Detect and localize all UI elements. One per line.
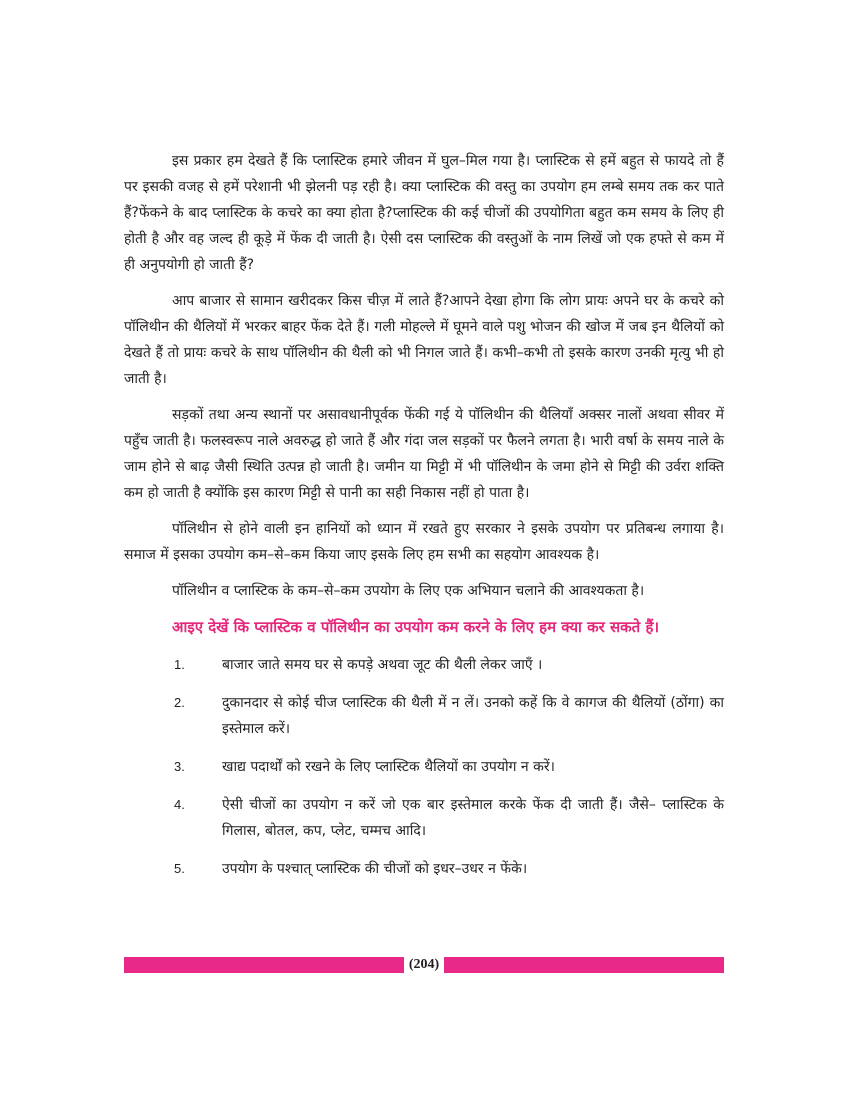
- list-item: [124, 652, 724, 678]
- paragraph-plastic-in-life: इस प्रकार हम देखते हैं कि प्लास्टिक हमारे जीवन में घुल–मिल गया है। प्लास्टिक से हमें बहुत से फायदे तो हैं पर इसकी वजह से हमें परेशानी भी झेलनी पड़ रही है। क्या प्लास्टिक की वस्तु का उपयोग हम लम्बे समय तक कर पाते हैं?फेंकने के बाद प्लास्टिक के कचरे का क्या होता है?प्लास्टिक की कई चीजों की उपयोगिता बहुत कम समय के लिए ही होती है और वह जल्द ही कूड़े में फेंक दी जाती है। ऐसी दस प्लास्टिक की वस्तुओं के नाम लिखें जो एक हफ्ते से कम में ही अनुपयोगी हो जाती हैं?: [124, 153, 724, 273]
- paragraph-campaign: पॉलिथीन व प्लास्टिक के कम–से–कम उपयोग के लिए एक अभियान चलाने की आवश्यकता है।: [172, 583, 645, 599]
- section-heading: आइए देखें कि प्लास्टिक व पॉलिथीन का उपयोग कम करने के लिए हम क्या कर सकते हैं।: [172, 618, 660, 636]
- list-text: खाद्य पदार्थों को रखने के लिए प्लास्टिक थैलियों का उपयोग न करें।: [222, 759, 555, 775]
- list-text: दुकानदार से कोई चीज प्लास्टिक की थैली में न लें। उनको कहें कि वे कागज की थैलियों (ठोंगा) का इस्तेमाल करें।: [222, 695, 724, 737]
- paragraph-polythene-bags: आप बाजार से सामान खरीदकर किस चीज़ में लाते हैं?आपने देखा होगा कि लोग प्रायः अपने घर के कचरे को पॉलिथीन की थैलियों में भरकर बाहर फेंक देते हैं। गली मोहल्ले में घूमने वाले पशु भोजन की खोज में जब इन थैलियों को देखते हैं तो प्रायः कचरे के साथ पॉलिथीन की थैली को भी निगल जाते हैं। कभी–कभी तो इसके कारण उनकी मृत्यु भी हो जाती है।: [124, 293, 724, 387]
- list-text: बाजार जाते समय घर से कपड़े अथवा जूट की थैली लेकर जाएँ ।: [222, 657, 543, 673]
- footer-bar-right: [444, 957, 724, 973]
- list-item: [124, 754, 724, 780]
- page-number: (204): [408, 957, 440, 972]
- list-number: 2.: [174, 695, 185, 710]
- list-number: 5.: [174, 861, 185, 876]
- page-content: [124, 148, 724, 894]
- list-number: 4.: [174, 797, 185, 812]
- paragraph-government-ban: पॉलिथीन से होने वाली इन हानियों को ध्यान में रखते हुए सरकार ने इसके उपयोग पर प्रतिबन्ध लगाया है। समाज में इसका उपयोग कम–से–कम किया जाए इसके लिए हम सभी का सहयोग आवश्यक है।: [124, 521, 724, 563]
- list-text: ऐसी चीजों का उपयोग न करें जो एक बार इस्तेमाल करके फेंक दी जाती हैं। जैसे– प्लास्टिक के गिलास, बोतल, कप, प्लेट, चम्मच आदि।: [222, 797, 724, 839]
- paragraph-drain-blockage: सड़कों तथा अन्य स्थानों पर असावधानीपूर्वक फेंकी गई ये पॉलिथीन की थैलियाँ अक्सर नालों अथवा सीवर में पहुँच जाती है। फलस्वरूप नाले अवरुद्ध हो जाते हैं और गंदा जल सड़कों पर फैलने लगता है। भारी वर्षा के समय नाले के जाम होने से बाढ़ जैसी स्थिति उत्पन्न हो जाती है। जमीन या मिट्टी में भी पॉलिथीन के जमा होने से मिट्टी की उर्वरा शक्ति कम हो जाती है क्योंकि इस कारण मिट्टी से पानी का सही निकास नहीं हो पाता है।: [124, 407, 724, 501]
- list-item: [124, 856, 724, 882]
- footer-bar-left: [124, 957, 404, 973]
- list-item: [124, 690, 724, 742]
- list-text: उपयोग के पश्चात् प्लास्टिक की चीजों को इधर–उधर न फेंके।: [222, 861, 528, 877]
- list-number: 1.: [174, 657, 185, 672]
- list-item: [124, 792, 724, 844]
- tips-list: [124, 652, 724, 882]
- page-footer: [124, 955, 724, 975]
- list-number: 3.: [174, 759, 185, 774]
